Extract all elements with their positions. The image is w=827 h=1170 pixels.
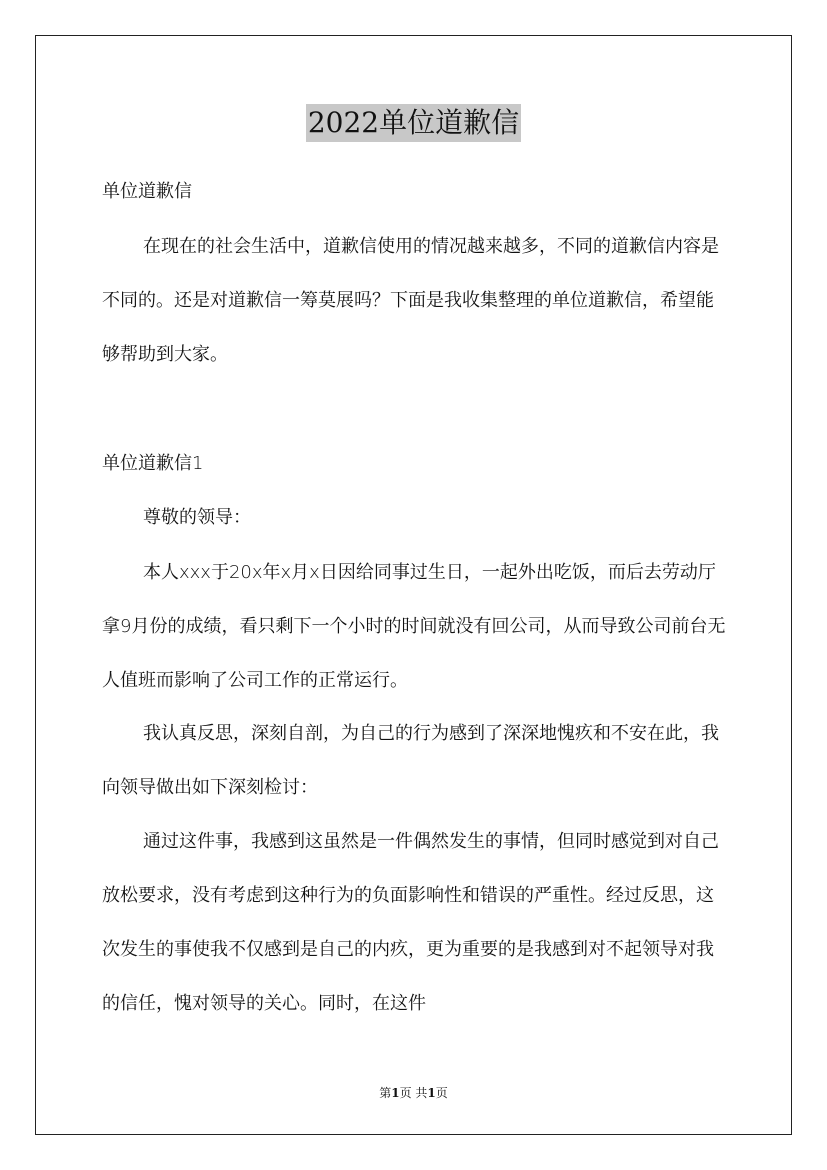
body-paragraph-1: 本人xxx于20x年x月x日因给同事过生日，一起外出吃饭，而后去劳动厅拿9月份的成绩，看只剩下一个小时的时间就没有回公司，从而导致公司前台无人值班而影响了公司工作的正常运行。 [102,562,726,691]
intro-paragraph: 在现在的社会生活中，道歉信使用的情况越来越多，不同的道歉信内容是不同的。还是对道歉信一筹莫展吗？下面是我收集整理的单位道歉信，希望能够帮助到大家。 [102,236,719,365]
footer-prefix: 第 [379,1086,392,1100]
section-heading: 单位道歉信 [102,181,192,202]
footer-total-pages: 1 [427,1086,436,1100]
footer-page-number: 1 [391,1086,400,1100]
page-footer [0,1084,827,1101]
document-title: 2022单位道歉信 [306,104,521,142]
title-container [0,104,827,142]
footer-mid: 页 共 [399,1086,428,1100]
footer-suffix: 页 [435,1086,448,1100]
salutation: 尊敬的领导： [143,507,251,528]
body-paragraph-2: 我认真反思，深刻自剖，为自己的行为感到了深深地愧疚和不安在此，我向领导做出如下深刻检讨： [102,723,719,798]
letter-heading: 单位道歉信1 [102,453,204,474]
body-paragraph-3: 通过这件事，我感到这虽然是一件偶然发生的事情，但同时感觉到对自己放松要求，没有考虑到这种行为的负面影响性和错误的严重性。经过反思，这次发生的事使我不仅感到是自己的内疚，更为重要的是我感到对不起领导对我的信任，愧对领导的关心。同时，在这件 [102,831,719,1014]
